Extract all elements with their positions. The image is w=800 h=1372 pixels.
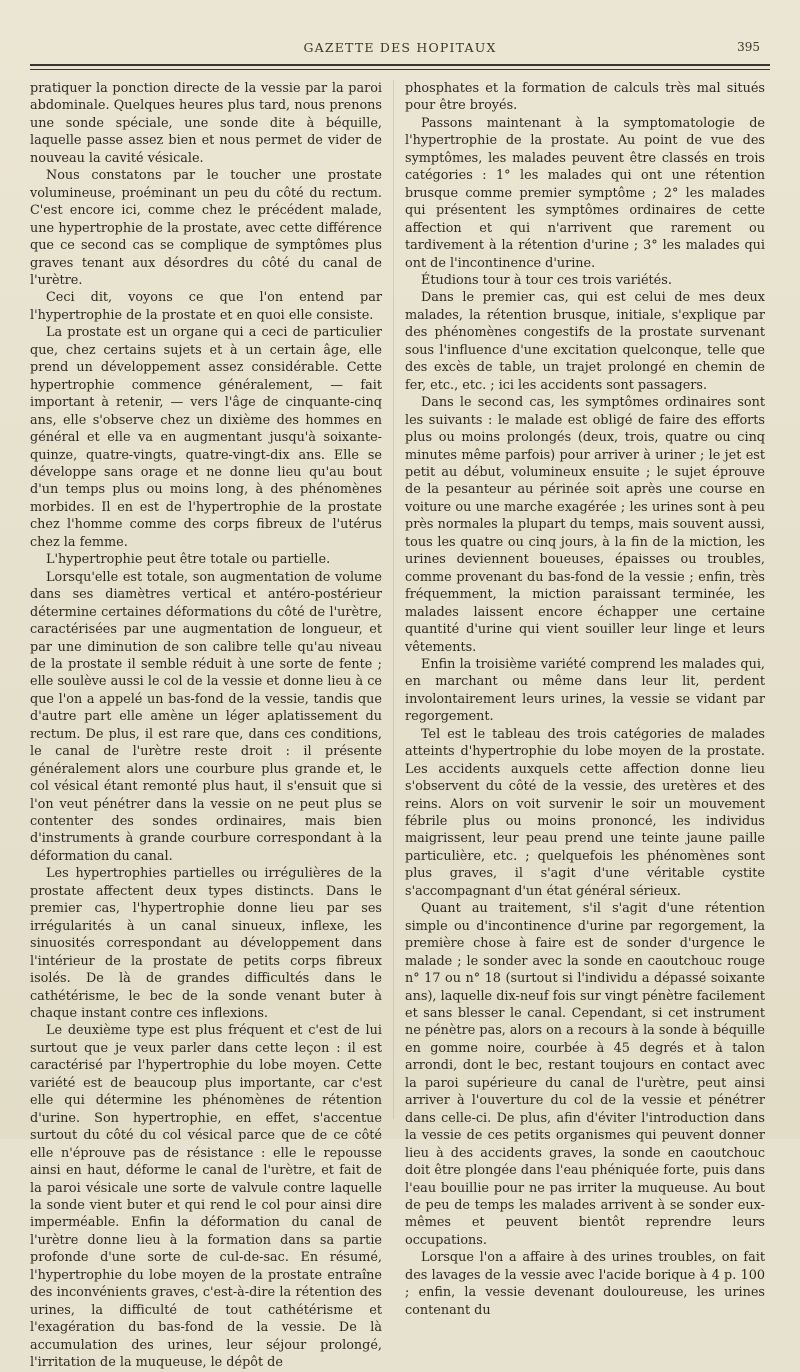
right-column (405, 80, 765, 1318)
paragraph: phosphates et la formation de calculs très mal situés pour être broyés. (405, 81, 765, 114)
paragraph: Lorsque l'on a affaire à des urines troubles, on fait des lavages de la vessie avec l'acide borique à 4 p. 100 ; enfin, la vessie devenant douloureuse, les urines contenant du (405, 1250, 765, 1318)
running-title: GAZETTE DES HOPITAUX (303, 40, 497, 55)
header-rule-thin (30, 69, 770, 70)
paragraph: La prostate est un organe qui a ceci de particulier que, chez certains sujets et à un certain âge, elle prend un développement assez considérable. Cette hypertrophie commence généralement, — fait important à retenir, — vers l'âge de cinquante-cinq ans, elle s'observe chez un dixième des hommes en général et elle va en augmentant jusqu'à soixante-quinze, quatre-vingts, quatre-vingt-dix ans. Elle se développe sans orage et ne donne lieu qu'au bout d'un temps plus ou moins long, à des phénomènes morbides. Il en est de l'hypertrophie de la prostate chez l'homme comme des corps fibreux de l'utérus chez la femme. (30, 325, 382, 550)
paragraph: Lorsqu'elle est totale, son augmentation de volume dans ses diamètres vertical et antéro-postérieur détermine certaines déformations du côté de l'urètre, caractérisées par une augmentation de longueur, et par une diminution de son calibre telle qu'au niveau de la prostate il semble réduit à une sorte de fente ; elle soulève aussi le col de la vessie et donne lieu à ce que l'on a appelé un bas-fond de la vessie, tandis que d'autre part elle amène un léger aplatissement du rectum. De plus, il est rare que, dans ces conditions, le canal de l'urètre reste droit : il présente généralement alors une courbure plus grande et, le col vésical étant remonté plus haut, il s'ensuit que si l'on veut pénétrer dans la vessie on ne peut plus se contenter des sondes ordinaires, mais bien d'instruments à grande courbure correspondant à la déformation du canal. (30, 569, 382, 864)
paragraph: Dans le premier cas, qui est celui de mes deux malades, la rétention brusque, initiale, s'explique par des phénomènes congestifs de la prostate survenant sous l'influence d'une excitation quelconque, telle que des excès de table, un trajet prolongé en chemin de fer, etc., etc. ; ici les accidents sont passagers. (405, 290, 765, 393)
paragraph: Tel est le tableau des trois catégories de malades atteints d'hypertrophie du lobe moyen de la prostate. Les accidents auxquels cette affection donne lieu s'observent du côté de la vessie, des uretères et des reins. Alors on voit survenir le soir un mouvement fébrile plus ou moins prononcé, les individus maigrissent, leur peau prend une teinte jaune paille particulière, etc. ; quelquefois les phénomènes sont plus graves, il s'agit d'une véritable cystite s'accompagnant d'un état général sérieux. (405, 726, 765, 899)
page-number: 395 (737, 40, 760, 54)
paragraph: Dans le second cas, les symptômes ordinaires sont les suivants : le malade est obligé de faire des efforts plus ou moins prolongés (deux, trois, quatre ou cinq minutes même parfois) pour arriver à uriner ; le jet est petit au début, volumineux ensuite ; le sujet éprouve de la pesanteur au périnée soit après une course en voiture ou une marche exagérée ; les urines sont à peu près normales la plupart du temps, mais souvent aussi, tous les quatre ou cinq jours, à la fin de la miction, les urines deviennent boueuses, épaisses ou troubles, comme provenant du bas-fond de la vessie ; enfin, très fréquemment, la miction paraissant terminée, les malades laissent encore échapper une certaine quantité d'urine qui vient souiller leur linge et leurs vêtements. (405, 395, 765, 655)
column-separator (393, 80, 394, 1119)
page-header (30, 40, 770, 62)
paragraph: pratiquer la ponction directe de la vessie par la paroi abdominale. Quelques heures plus tard, nous prenons une sonde spéciale, une sonde dite à béquille, laquelle passe assez bien et nous permet de vider de nouveau la cavité vésicale. (30, 81, 382, 166)
paragraph: Enfin la troisième variété comprend les malades qui, en marchant ou même dans leur lit, perdent involontairement leurs urines, la vessie se vidant par regorgement. (405, 656, 765, 725)
paragraph: Passons maintenant à la symptomatologie de l'hypertrophie de la prostate. Au point de vue des symptômes, les malades peuvent être classés en trois catégories : 1° les malades qui ont une rétention brusque comme premier symptôme ; 2° les malades qui présentent les symptômes ordinaires de cette affection et qui n'arrivent que rarement ou tardivement à la rétention d'urine ; 3° les malades qui ont de l'incontinence d'urine. (405, 115, 765, 271)
header-rule-thick (30, 64, 770, 66)
paragraph: Quant au traitement, s'il s'agit d'une rétention simple ou d'incontinence d'urine par regorgement, la première chose à faire est de sonder d'urgence le malade ; le sonder avec la sonde en caoutchouc rouge n° 17 ou n° 18 (surtout si l'individu a dépassé soixante ans), laquelle dix-neuf fois sur vingt pénètre facilement et sans blesser le canal. Cependant, si cet instrument ne pénètre pas, alors on a recours à la sonde à béquille en gomme noire, courbée à 45 degrés et à talon arrondi, dont le bec, restant toujours en contact avec la paroi supérieure du canal de l'urètre, peut ainsi arriver à l'ouverture du col de la vessie et pénétrer dans celle-ci. De plus, afin d'éviter l'introduction dans la vessie de ces petits organismes qui peuvent donner lieu à des accidents graves, la sonde en caoutchouc doit être plongée dans l'eau phéniquée forte, puis dans l'eau bouillie pour ne pas irriter la muqueuse. Au bout de peu de temps les malades arrivent à se sonder eux-mêmes et peuvent bientôt reprendre leurs occupations. (405, 901, 765, 1248)
paragraph: Étudions tour à tour ces trois variétés. (421, 272, 672, 288)
left-column (30, 80, 382, 1371)
paragraph: Nous constatons par le toucher une prostate volumineuse, proéminant un peu du côté du rectum. C'est encore ici, comme chez le précédent malade, une hypertrophie de la prostate, avec cette différence que ce second cas se complique de symptômes plus graves tenant aux désordres du côté du canal de l'urètre. (30, 168, 382, 288)
paragraph: L'hypertrophie peut être totale ou partielle. (46, 552, 331, 568)
paragraph: Le deuxième type est plus fréquent et c'est de lui surtout que je veux parler dans cette leçon : il est caractérisé par l'hypertrophie du lobe moyen. Cette variété est de beaucoup plus importante, car c'est elle qui détermine les phénomènes de rétention d'urine. Son hypertrophie, en effet, s'accentue surtout du côté du col vésical parce que de ce côté elle n'éprouve pas de résistance : elle le repousse ainsi en haut, déforme le canal de l'urètre, et fait de la paroi vésicale une sorte de valvule contre laquelle la sonde vient buter et qui rend le col pour ainsi dire imperméable. Enfin la déformation du canal de l'urètre donne lieu à la formation dans sa partie profonde d'une sorte de cul-de-sac. En résumé, l'hypertrophie du lobe moyen de la prostate entraîne des inconvénients graves, c'est-à-dire la rétention des urines, la difficulté de tout cathétérisme et l'exagération du bas-fond de la vessie. De là accumulation des urines, leur séjour prolongé, l'irritation de la muqueuse, le dépôt de (30, 1023, 382, 1371)
paragraph: Ceci dit, voyons ce que l'on entend par l'hypertrophie de la prostate et en quoi elle consiste. (30, 290, 382, 323)
paragraph: Les hypertrophies partielles ou irrégulières de la prostate affectent deux types distincts. Dans le premier cas, l'hypertrophie donne lieu par ses irrégularités à un canal sinueux, inflexe, les sinuosités correspondant au développement dans l'intérieur de la prostate de petits corps fibreux isolés. De là de grandes difficultés dans le cathétérisme, le bec de la sonde venant buter à chaque instant contre ces inflexions. (30, 866, 382, 1022)
